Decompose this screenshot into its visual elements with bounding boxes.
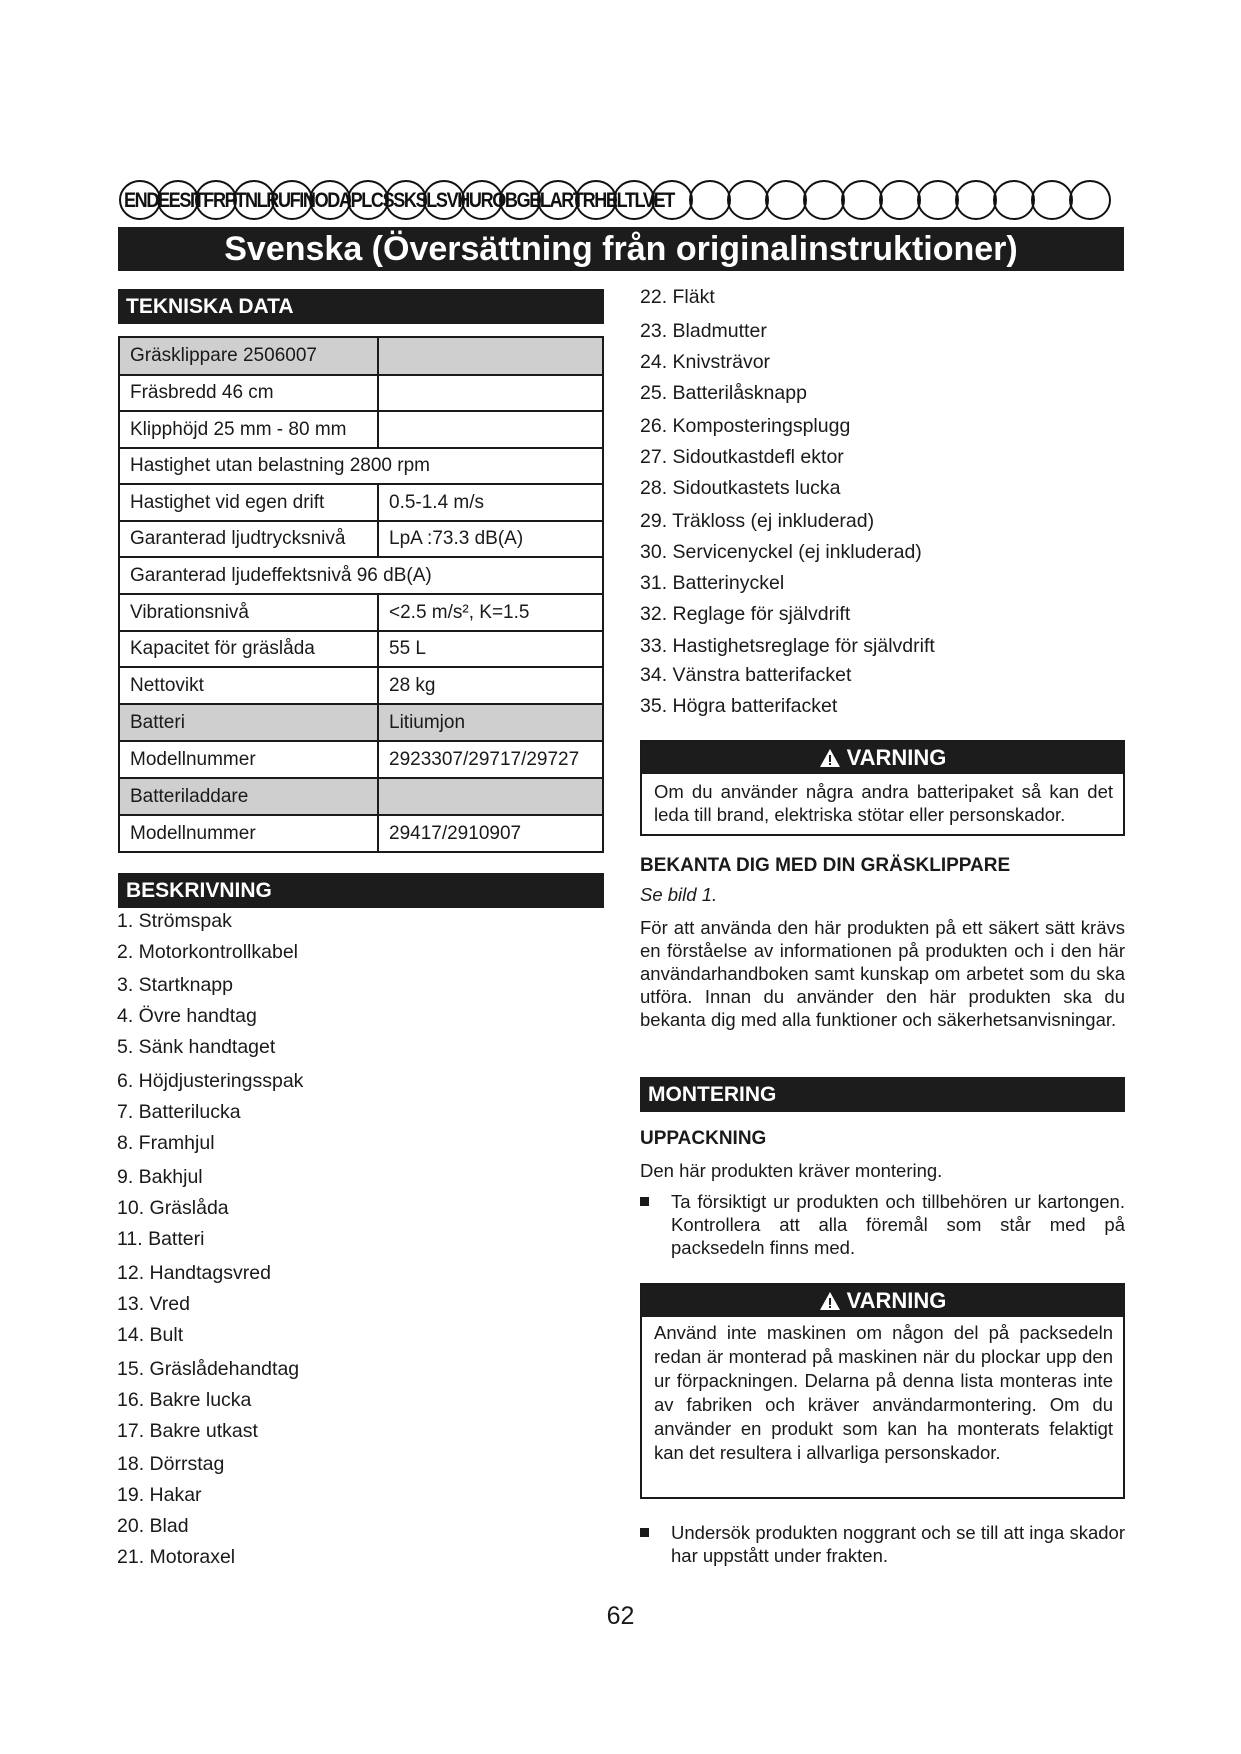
list-item: 26. Komposteringsplugg — [640, 415, 851, 437]
spec-label: Fräsbredd 46 cm — [119, 375, 378, 411]
list-item: 5. Sänk handtaget — [117, 1036, 276, 1058]
list-item: 1. Strömspak — [117, 910, 232, 932]
spec-value — [378, 411, 603, 448]
spec-row — [119, 484, 603, 521]
bullet-text: Undersök produkten noggrant och se till att inga skador har uppstått under frakten. — [671, 1522, 1125, 1566]
bullet-unpack — [640, 1190, 1125, 1262]
spec-table — [118, 336, 604, 853]
list-item: 25. Batterilåsknapp — [640, 382, 807, 404]
page-title: Svenska (Översättning från originalinstruktioner) — [118, 227, 1124, 271]
unpacking-heading: UPPACKNING — [640, 1128, 767, 1149]
spec-label: Hastighet utan belastning 2800 rpm — [119, 448, 603, 484]
spec-label: Batteriladdare — [119, 778, 378, 815]
spec-value: <2.5 m/s², K=1.5 — [378, 594, 603, 631]
list-item: 30. Servicenyckel (ej inkluderad) — [640, 541, 922, 563]
list-item: 15. Gräslådehandtag — [117, 1358, 300, 1380]
description-heading: BESKRIVNING — [118, 873, 604, 908]
spec-row — [119, 375, 603, 411]
list-item: 35. Högra batterifacket — [640, 695, 838, 717]
list-item: 23. Bladmutter — [640, 320, 767, 342]
spec-label: Garanterad ljudeffektsnivå 96 dB(A) — [119, 557, 603, 594]
list-item: 4. Övre handtag — [117, 1005, 257, 1027]
list-item: 8. Framhjul — [117, 1132, 215, 1154]
spec-row — [119, 594, 603, 631]
parts-list-right — [640, 286, 1080, 726]
spec-value: 29417/2910907 — [378, 815, 603, 852]
spec-row — [119, 815, 603, 852]
see-figure: Se bild 1. — [640, 884, 718, 905]
list-item: 6. Höjdjusteringsspak — [117, 1070, 304, 1092]
list-item: 13. Vred — [117, 1293, 190, 1315]
bullet-text: Ta försiktigt ur produkten och tillbehören ur kartongen. Kontrollera att alla föremål som står med på packsedeln finns med. — [671, 1191, 1125, 1258]
list-item: 29. Träkloss (ej inkluderad) — [640, 510, 875, 532]
know-heading: BEKANTA DIG MED DIN GRÄSKLIPPARE — [640, 855, 1011, 876]
spec-value — [378, 778, 603, 815]
list-item: 27. Sidoutkastdefl ektor — [640, 446, 844, 468]
warning-text: Om du använder några andra batteripaket så kan det leda till brand, elektriska stötar eller personskador. — [654, 781, 1113, 825]
spec-row — [119, 667, 603, 704]
list-item: 3. Startknapp — [117, 974, 233, 996]
list-item: 10. Gräslåda — [117, 1197, 229, 1219]
list-item: 31. Batterinyckel — [640, 572, 785, 594]
warning-box-assembly — [640, 1283, 1125, 1499]
page-number: 62 — [606, 1602, 635, 1630]
spec-value: 2923307/29717/29727 — [378, 741, 603, 778]
spec-value: 0.5-1.4 m/s — [378, 484, 603, 521]
list-item: 2. Motorkontrollkabel — [117, 941, 299, 963]
spec-row — [119, 448, 603, 484]
warning-box-battery — [640, 740, 1125, 836]
spec-value: Litiumjon — [378, 704, 603, 741]
tech-data-heading: TEKNISKA DATA — [118, 289, 604, 324]
warning-header — [642, 1285, 1123, 1317]
spec-value: 55 L — [378, 631, 603, 667]
spec-label: Hastighet vid egen drift — [119, 484, 378, 521]
spec-value: 28 kg — [378, 667, 603, 704]
spec-value: LpA :73.3 dB(A) — [378, 521, 603, 557]
list-item: 17. Bakre utkast — [117, 1420, 258, 1442]
language-index-strip — [118, 179, 1124, 221]
spec-label: Kapacitet för gräslåda — [119, 631, 378, 667]
spec-label: Modellnummer — [119, 815, 378, 852]
spec-row — [119, 778, 603, 815]
spec-row — [119, 741, 603, 778]
list-item: 16. Bakre lucka — [117, 1389, 252, 1411]
parts-list-left — [117, 910, 557, 1580]
list-item: 21. Motoraxel — [117, 1546, 236, 1568]
warning-triangle-icon — [819, 1288, 841, 1320]
list-item: 32. Reglage för självdrift — [640, 603, 851, 625]
spec-label: Gräsklippare 2506007 — [119, 337, 378, 375]
spec-row — [119, 557, 603, 594]
list-item: 14. Bult — [117, 1324, 184, 1346]
list-item: 33. Hastighetsreglage för självdrift — [640, 635, 935, 657]
spec-label: Klipphöjd 25 mm - 80 mm — [119, 411, 378, 448]
list-item: 22. Fläkt — [640, 286, 715, 308]
list-item: 28. Sidoutkastets lucka — [640, 477, 841, 499]
spec-row — [119, 411, 603, 448]
bullet-square-icon — [640, 1197, 649, 1206]
spec-label: Garanterad ljudtrycksnivå — [119, 521, 378, 557]
know-paragraph: För att använda den här produkten på ett säkert sätt krävs en förståelse av informationen på produkten och i den här användarhandboken samt kunskap om arbetet som du ska utföra. Innan du använder den här produkten ska du bekanta dig med alla funktioner och säkerhetsanvisningar. — [640, 917, 1125, 1030]
spec-label: Modellnummer — [119, 741, 378, 778]
list-item: 18. Dörrstag — [117, 1453, 225, 1475]
warning-text: Använd inte maskinen om någon del på packsedeln redan är monterad på maskinen när du plockar upp den ur förpackningen. Delarna på denna lista monteras inte av fabriken och kräver användarmontering. Om du använder en produkt som kan ha monterats felaktigt kan det resultera i allvarliga personskador. — [654, 1322, 1113, 1463]
spec-value — [378, 337, 603, 375]
list-item: 34. Vänstra batterifacket — [640, 664, 852, 686]
spec-label: Batteri — [119, 704, 378, 741]
spec-row — [119, 337, 603, 375]
spec-row — [119, 704, 603, 741]
spec-label: Vibrationsnivå — [119, 594, 378, 631]
spec-label: Nettovikt — [119, 667, 378, 704]
assembly-intro: Den här produkten kräver montering. — [640, 1160, 943, 1181]
list-item: 9. Bakhjul — [117, 1166, 203, 1188]
spec-value — [378, 375, 603, 411]
warning-title: VARNING — [846, 745, 947, 770]
list-item: 11. Batteri — [117, 1228, 205, 1250]
list-item: 20. Blad — [117, 1515, 189, 1537]
list-item: 7. Batterilucka — [117, 1101, 241, 1123]
list-item: 24. Knivsträvor — [640, 351, 771, 373]
bullet-inspect — [640, 1521, 1125, 1571]
bullet-square-icon — [640, 1528, 649, 1537]
spec-row — [119, 521, 603, 557]
assembly-heading: MONTERING — [640, 1077, 1125, 1112]
warning-header — [642, 742, 1123, 774]
warning-triangle-icon — [819, 745, 841, 777]
list-item: 19. Hakar — [117, 1484, 202, 1506]
list-item: 12. Handtagsvred — [117, 1262, 271, 1284]
language-codes: ENDEESITFRPTNLRUFINODAPLCSSKSLSVHUROBGELARTRHELTLVET — [124, 189, 674, 212]
spec-row — [119, 631, 603, 667]
warning-title: VARNING — [846, 1288, 947, 1313]
